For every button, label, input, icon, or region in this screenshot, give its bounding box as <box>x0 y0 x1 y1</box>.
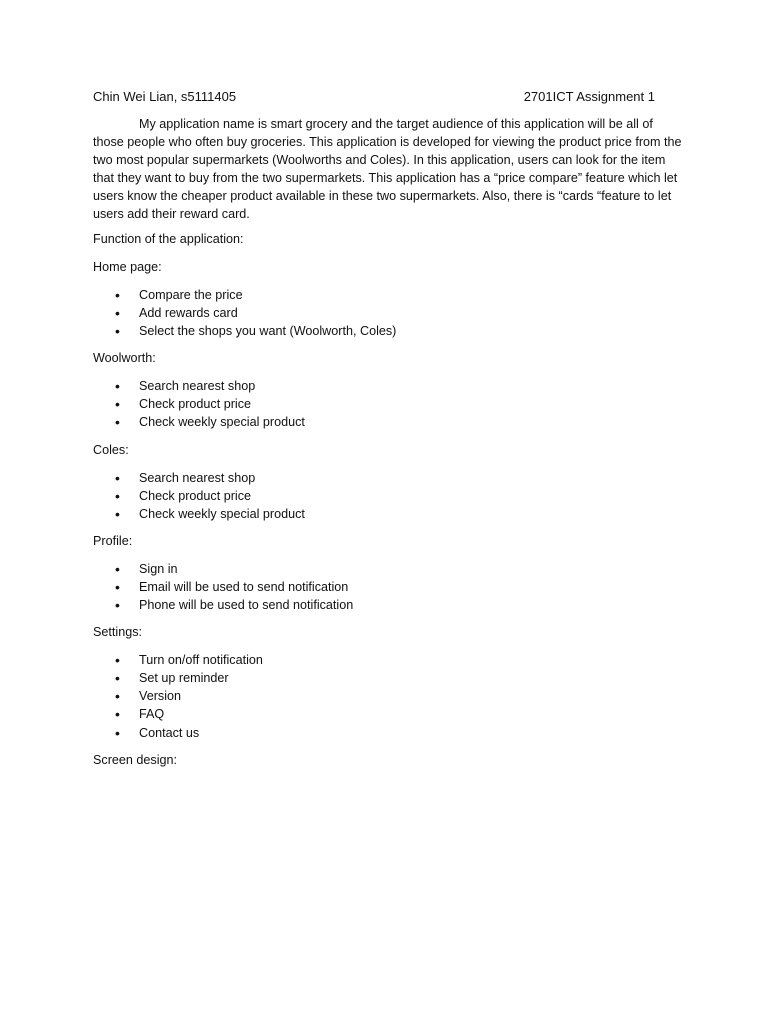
list-item: • FAQ <box>93 705 693 723</box>
woolworth-list <box>93 377 693 431</box>
home-page-list <box>93 286 693 340</box>
list-item: • Search nearest shop <box>93 377 693 395</box>
screen-design-heading: Screen design: <box>93 752 178 767</box>
settings-list <box>93 651 693 741</box>
list-item: • Sign in <box>93 560 693 578</box>
list-item: • Turn on/off notification <box>93 651 693 669</box>
list-item: • Select the shops you want (Woolworth, Coles) <box>93 322 693 340</box>
settings-heading: Settings: <box>93 625 143 640</box>
function-list <box>93 230 693 769</box>
profile-list <box>93 560 693 614</box>
list-item: • Check weekly special product <box>93 505 693 523</box>
list-item: • Add rewards card <box>93 304 693 322</box>
list-item: • Phone will be used to send notification <box>93 596 693 614</box>
intro-paragraph: My application name is smart grocery and the target audience of this application will be all of those people who often buy groceries. This application is developed for viewing the product price from the two most popular supermarkets (Woolworths and Coles). In this application, users can look for the item that they want to buy from the two supermarkets. This application has a “price compare” feature which let users know the cheaper product available in these two supermarkets. Also, there is “cards “feature to let users add their reward card. <box>93 117 682 222</box>
coles-list <box>93 469 693 523</box>
functions-heading: Function of the application: <box>93 232 244 246</box>
list-item: • Check product price <box>93 487 693 505</box>
profile-heading: Profile: <box>93 533 133 548</box>
list-item: • Check product price <box>93 395 693 413</box>
home-page-heading: Home page: <box>93 260 162 274</box>
list-item: • Version <box>93 687 693 705</box>
coles-heading: Coles: <box>93 442 129 457</box>
list-item: • Set up reminder <box>93 669 693 687</box>
list-item: • Contact us <box>93 724 693 742</box>
course-title: 2701ICT Assignment 1 <box>523 89 655 104</box>
woolworth-heading: Woolworth: <box>93 351 156 366</box>
list-item: • Compare the price <box>93 286 693 304</box>
list-item: • Email will be used to send notification <box>93 578 693 596</box>
list-item: • Check weekly special product <box>93 413 693 431</box>
list-item: • Search nearest shop <box>93 469 693 487</box>
author-line: Chin Wei Lian, s5111405 <box>93 89 237 104</box>
